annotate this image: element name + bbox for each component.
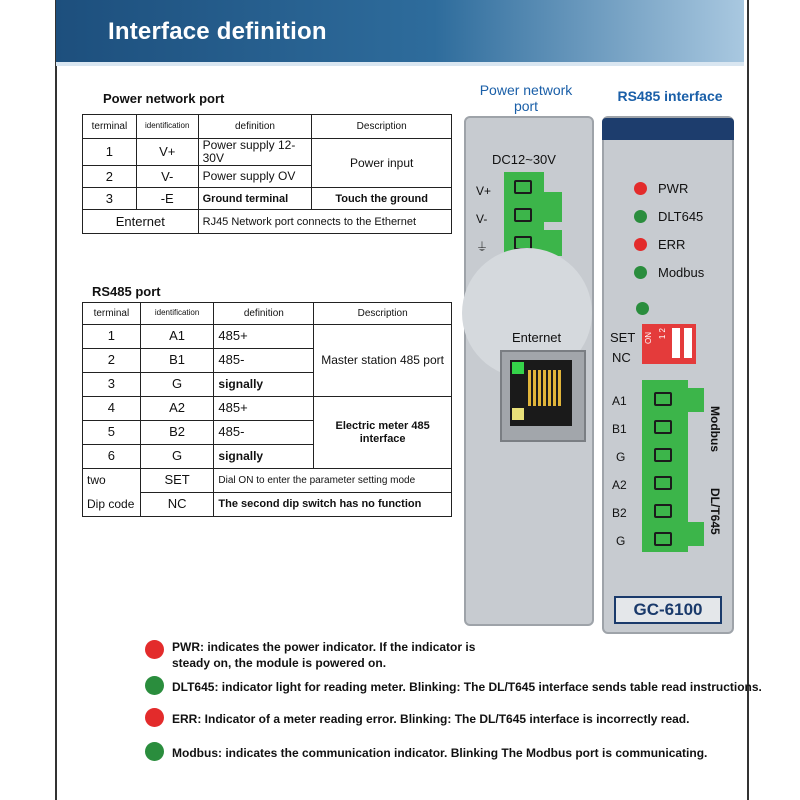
terminal-label: G xyxy=(616,450,626,464)
legend-text: PWR: indicates the power indicator. If the indicator is steady on, the module is powered on. xyxy=(172,640,476,670)
identification-cell: -E xyxy=(136,188,198,210)
terminal-cell: 3 xyxy=(83,373,141,397)
terminal-pin xyxy=(514,208,532,222)
identification-cell: NC xyxy=(140,493,214,517)
definition-cell: 485+ xyxy=(214,325,314,349)
pwr-legend-dot xyxy=(145,640,164,659)
modbus-side-label: Modbus xyxy=(708,406,722,452)
identification-cell: SET xyxy=(140,469,214,493)
identification-cell: V+ xyxy=(136,139,198,166)
rs485-connector-tab xyxy=(688,522,704,546)
power-port-table xyxy=(82,114,452,234)
description-cell: Power input xyxy=(312,139,452,188)
ethernet-definition-cell: RJ45 Network port connects to the Ethernet xyxy=(198,210,451,234)
dlt645-side-label: DL/T645 xyxy=(708,488,722,535)
led-label: Modbus xyxy=(658,265,705,280)
identification-cell: G xyxy=(140,445,214,469)
legend-text: Modbus: indicates the communication indicator. Blinking The Modbus port is communicating. xyxy=(172,746,708,760)
ground-icon: ⏚ xyxy=(476,240,489,254)
led-label: PWR xyxy=(658,181,689,196)
rs485-panel-heading: RS485 interface xyxy=(617,88,723,104)
modbus-legend-dot xyxy=(145,742,164,761)
header-description: Description xyxy=(312,115,452,139)
terminal-label: B2 xyxy=(612,506,627,520)
definition-cell: The second dip switch has no function xyxy=(214,493,452,517)
header-definition: definition xyxy=(198,115,312,139)
terminal-label: A1 xyxy=(612,394,627,408)
definition-cell: 485- xyxy=(214,349,314,373)
modbus-led xyxy=(634,266,647,279)
description-cell: Touch the ground xyxy=(312,188,452,210)
dip-on-label: ON xyxy=(644,332,653,344)
rs485-port-title: RS485 port xyxy=(92,284,161,299)
header-description: Description xyxy=(314,303,452,325)
identification-cell: B1 xyxy=(140,349,214,373)
identification-cell: A1 xyxy=(140,325,214,349)
terminal-pin xyxy=(514,180,532,194)
terminal-cell: 2 xyxy=(83,349,141,373)
table-row xyxy=(83,188,452,210)
table-row xyxy=(83,397,452,421)
rs485-port-table xyxy=(82,302,452,517)
title-banner xyxy=(56,0,744,62)
activity-led xyxy=(512,408,524,420)
pwr-led xyxy=(634,182,647,195)
definition-cell: Power supply 12-30V xyxy=(198,139,312,166)
power-port-title: Power network port xyxy=(103,91,225,106)
dip-label-cell: two xyxy=(83,469,141,493)
power-connector-tab xyxy=(544,192,562,222)
page-title: Interface definition xyxy=(108,18,327,45)
led-label: ERR xyxy=(658,237,686,252)
dip-label-cell: Dip code xyxy=(83,493,141,517)
header-terminal: terminal xyxy=(83,303,141,325)
terminal-cell: 3 xyxy=(83,188,137,210)
banner-divider xyxy=(56,62,744,66)
terminal-cell: 4 xyxy=(83,397,141,421)
definition-cell: Ground terminal xyxy=(198,188,312,210)
dlt645-legend-dot xyxy=(145,676,164,695)
link-led xyxy=(512,362,524,374)
definition-cell: signally xyxy=(214,373,314,397)
dip-toggle-2[interactable] xyxy=(684,328,692,358)
terminal-pin xyxy=(654,476,672,490)
power-panel-heading: Power network port xyxy=(479,82,573,114)
terminal-label: G xyxy=(616,534,626,548)
terminal-pin xyxy=(654,532,672,546)
rj45-port xyxy=(500,350,586,442)
identification-cell: V- xyxy=(136,166,198,188)
terminal-pin xyxy=(654,420,672,434)
model-label: GC-6100 xyxy=(614,596,722,624)
table-row xyxy=(83,493,452,517)
voltage-label: DC12~30V xyxy=(492,152,556,167)
dip-switch[interactable] xyxy=(642,324,696,364)
status-led xyxy=(636,302,649,315)
identification-cell: A2 xyxy=(140,397,214,421)
header-identification: identification xyxy=(140,303,214,325)
err-led xyxy=(634,238,647,251)
dip-nc-label: NC xyxy=(612,350,631,365)
rs485-connector-tab xyxy=(688,388,704,412)
terminal-pin xyxy=(654,392,672,406)
pin-label: V- xyxy=(476,212,488,226)
identification-cell: G xyxy=(140,373,214,397)
pin-label: V+ xyxy=(476,184,492,198)
led-label: DLT645 xyxy=(658,209,704,224)
dlt645-led xyxy=(634,210,647,223)
definition-cell: Dial ON to enter the parameter setting mode xyxy=(214,469,452,493)
terminal-label: B1 xyxy=(612,422,627,436)
rs485-module xyxy=(602,116,734,634)
terminal-cell: 1 xyxy=(83,139,137,166)
terminal-cell: 5 xyxy=(83,421,141,445)
table-row xyxy=(83,469,452,493)
definition-cell: 485- xyxy=(214,421,314,445)
power-network-module xyxy=(464,116,594,626)
terminal-cell: 1 xyxy=(83,325,141,349)
header-terminal: terminal xyxy=(83,115,137,139)
ethernet-label-cell: Enternet xyxy=(83,210,199,234)
terminal-pin xyxy=(654,504,672,518)
rj45-contacts xyxy=(528,370,562,406)
definition-cell: Power supply OV xyxy=(198,166,312,188)
legend-text: DLT645: indicator light for reading meter. Blinking: The DL/T645 interface sends table read instructions. xyxy=(172,680,762,694)
definition-cell: signally xyxy=(214,445,314,469)
err-legend-dot xyxy=(145,708,164,727)
rj45-socket xyxy=(510,360,572,426)
terminal-label: A2 xyxy=(612,478,627,492)
identification-cell: B2 xyxy=(140,421,214,445)
description-cell: Electric meter 485 interface xyxy=(314,397,452,469)
dip-number-label: 1 2 xyxy=(658,328,667,340)
terminal-cell: 2 xyxy=(83,166,137,188)
terminal-pin xyxy=(654,448,672,462)
table-row xyxy=(83,210,452,234)
table-row xyxy=(83,139,452,166)
table-header-row xyxy=(83,303,452,325)
header-definition: definition xyxy=(214,303,314,325)
terminal-cell: 6 xyxy=(83,445,141,469)
table-header-row xyxy=(83,115,452,139)
module-top-bar xyxy=(602,118,734,140)
legend-text: ERR: Indicator of a meter reading error. Blinking: The DL/T645 interface is incorrectly read. xyxy=(172,712,690,726)
description-cell: Master station 485 port xyxy=(314,325,452,397)
ethernet-label: Enternet xyxy=(512,330,562,345)
table-row xyxy=(83,325,452,349)
definition-cell: 485+ xyxy=(214,397,314,421)
dip-toggle-1[interactable] xyxy=(672,328,680,358)
dip-set-label: SET xyxy=(610,330,636,345)
header-identification: identification xyxy=(136,115,198,139)
